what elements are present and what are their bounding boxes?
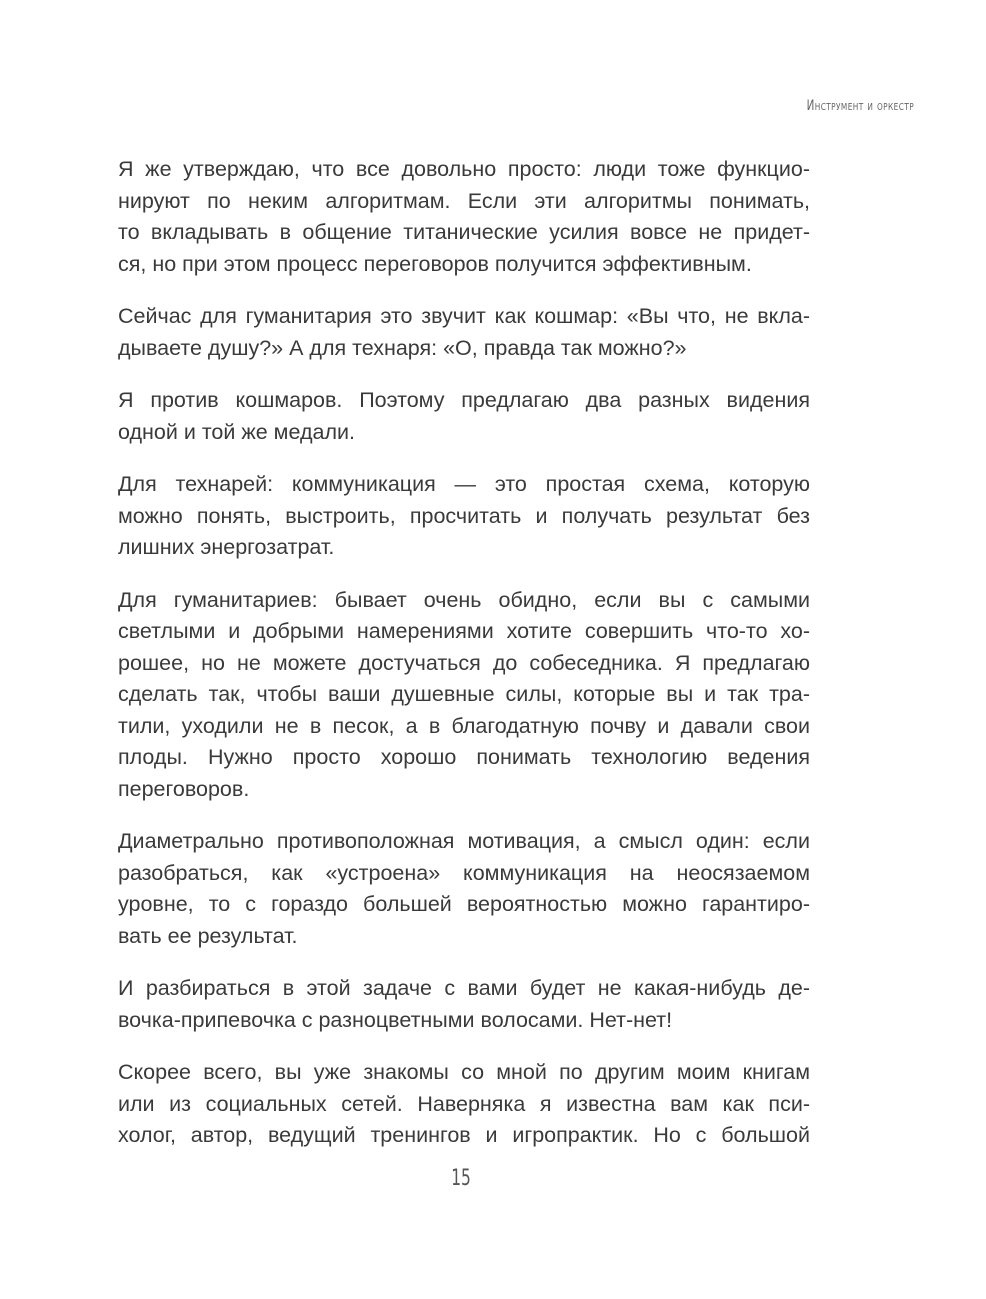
text-line: И разбираться в этой задаче с вами будет не какая-нибудь де- xyxy=(118,976,810,1000)
text-line: Я против кошмаров. Поэтому предлагаю два разных видения xyxy=(118,388,810,412)
text-line: вать ее результат. xyxy=(118,923,298,948)
paragraph-5 xyxy=(118,585,810,806)
text-line: лишних энергозатрат. xyxy=(118,535,335,559)
text-line: разобраться, как «устроена» коммуникация на неосязаемом xyxy=(118,860,810,885)
text-line: плоды. Нужно просто хорошо понимать технологию ведения xyxy=(118,745,810,769)
paragraph-6 xyxy=(118,826,810,952)
text-line: тили, уходили не в песок, а в благодатную почву и давали свои xyxy=(118,713,810,738)
text-line: Для гуманитариев: бывает очень обидно, если вы с самыми xyxy=(118,587,810,612)
text-line: то вкладывать в общение титанические усилия вовсе не придет- xyxy=(118,220,810,244)
page-number: 15 xyxy=(451,1166,471,1191)
text-line: вочка-припевочка с разноцветными волосами. Нет-нет! xyxy=(118,1007,673,1032)
text-line: Скорее всего, вы уже знакомы со мной по другим моим книгам xyxy=(118,1060,810,1084)
paragraph-2 xyxy=(118,301,810,364)
text-line: рошее, но не можете достучаться до собеседника. Я предлагаю xyxy=(118,650,810,675)
text-line: дываете душу?» А для технаря: «О, правда так можно?» xyxy=(118,335,687,360)
text-line: Для технарей: коммуникация — это простая схема, которую xyxy=(118,472,810,496)
text-line: ся, но при этом процесс переговоров получится эффективным. xyxy=(118,251,752,276)
text-line: светлыми и добрыми намерениями хотите совершить что-то хо- xyxy=(118,619,810,643)
text-line: холог, автор, ведущий тренингов и игропрактик. Но с большой xyxy=(118,1123,810,1147)
body-text xyxy=(118,154,810,1173)
text-line: Сейчас для гуманитария это звучит как кошмар: «Вы что, не вкла- xyxy=(118,304,810,328)
text-line: или из социальных сетей. Наверняка я известна вам как пси- xyxy=(118,1091,810,1116)
text-line: одной и той же медали. xyxy=(118,419,355,444)
text-line: нируют по неким алгоритмам. Если эти алгоритмы понимать, xyxy=(118,188,810,213)
text-line: Диаметрально противоположная мотивация, а смысл один: если xyxy=(118,829,810,853)
text-line: переговоров. xyxy=(118,776,250,801)
text-line: сделать так, чтобы ваши душевные силы, которые вы и так тра- xyxy=(118,682,810,706)
text-line: можно понять, выстроить, просчитать и получать результат без xyxy=(118,503,810,528)
paragraph-1 xyxy=(118,154,810,280)
paragraph-4 xyxy=(118,469,810,564)
paragraph-7 xyxy=(118,973,810,1036)
text-line: Я же утверждаю, что все довольно просто: люди тоже функцио- xyxy=(118,157,810,181)
running-header-title: Инструмент и оркестр xyxy=(806,98,914,114)
paragraph-8 xyxy=(118,1057,810,1152)
text-line: уровне, то с гораздо большей вероятностью можно гарантиро- xyxy=(118,892,810,916)
paragraph-3 xyxy=(118,385,810,448)
